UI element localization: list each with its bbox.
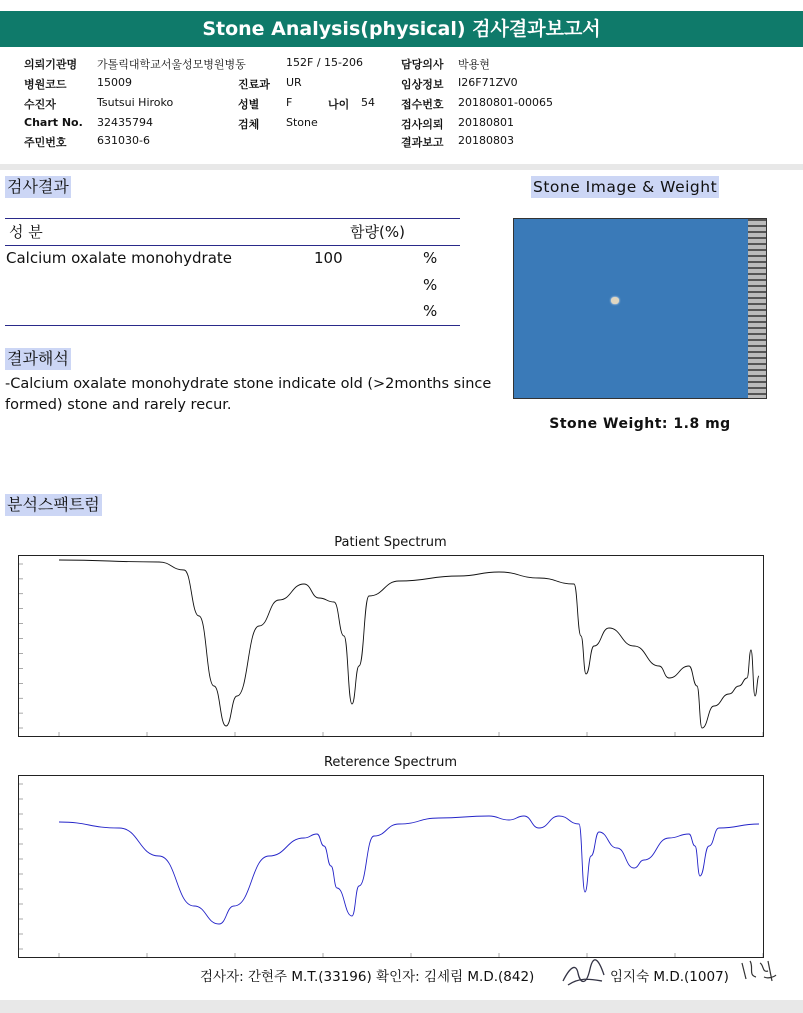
- inspector-text: 검사자: 간현주 M.T.(33196) 확인자: 김세림 M.D.(842): [200, 969, 535, 985]
- info-value: 박용현: [458, 58, 490, 71]
- results-table: [5, 218, 460, 326]
- info-value: 631030-6: [97, 134, 150, 147]
- signature-footer: [200, 965, 790, 985]
- info-value: UR: [286, 76, 302, 89]
- info-value: 15009: [97, 76, 132, 89]
- table-divider: [5, 245, 460, 246]
- stone-heading: Stone Image & Weight: [533, 178, 718, 196]
- info-label: 의뢰기관명: [24, 58, 78, 71]
- interpretation-text: -Calcium oxalate monohydrate stone indicate old (>2months since formed) stone and rarely recur.: [5, 376, 492, 413]
- stone-weight: [513, 416, 767, 432]
- reference-spectrum-chart: [18, 775, 764, 958]
- reference-spectrum-title: Reterence Spectrum: [323, 755, 458, 770]
- stone-specimen: [611, 297, 619, 304]
- stone-image: [513, 218, 767, 399]
- info-value: 54: [361, 96, 375, 109]
- info-label: 임상정보: [401, 78, 444, 91]
- info-label: 성별: [238, 98, 260, 111]
- result-amount: 100: [314, 249, 343, 267]
- patient-info: [0, 52, 803, 164]
- report-title: Stone Analysis(physical) 검사결과보고서: [0, 11, 803, 47]
- confirmer-text: 임지숙 M.D.(1007): [610, 969, 729, 985]
- info-value: 20180801-00065: [458, 96, 553, 109]
- info-value: F: [286, 96, 293, 109]
- info-value: 32435794: [97, 116, 153, 129]
- info-label: 담당의사: [401, 58, 444, 71]
- divider: [0, 164, 803, 170]
- result-unit: %: [423, 276, 438, 294]
- info-label: 병원코드: [24, 78, 67, 91]
- info-label: Chart No.: [24, 116, 83, 129]
- ruler-scale: [748, 219, 766, 398]
- result-unit: %: [423, 249, 438, 267]
- patient-spectrum-chart: [18, 555, 764, 737]
- interpretation-heading: 결과해석: [7, 349, 69, 368]
- result-unit: %: [423, 302, 438, 320]
- patient-spectrum-line: [59, 560, 759, 728]
- info-value: 가톨릭대학교서울성모병원병동: [97, 58, 246, 71]
- result-component: Calcium oxalate monohydrate: [6, 249, 233, 267]
- info-label: 결과보고: [401, 136, 444, 149]
- info-label: 진료과: [238, 78, 270, 91]
- info-value: Tsutsui Hiroko: [97, 96, 174, 109]
- info-value: 20180803: [458, 134, 514, 147]
- column-header-component: 성 분: [9, 223, 43, 241]
- info-label: 검체: [238, 118, 260, 131]
- column-header-content: 함량(%): [350, 223, 405, 241]
- info-value: 20180801: [458, 116, 514, 129]
- patient-spectrum-title: Patient Spectrum: [334, 535, 447, 550]
- info-label: 나이: [328, 98, 350, 111]
- info-label: 주민번호: [24, 136, 67, 149]
- info-value: Stone: [286, 116, 318, 129]
- reference-spectrum-line: [59, 816, 759, 924]
- reference-spectrum-plot: [19, 776, 763, 957]
- signature-icon: [560, 959, 606, 989]
- weight-unit: mg: [705, 416, 731, 432]
- info-label: 검사의뢰: [401, 118, 444, 131]
- info-label: 접수번호: [401, 98, 444, 111]
- weight-label: Stone Weight:: [549, 416, 669, 432]
- patient-spectrum-plot: [19, 556, 763, 736]
- weight-value: 1.8: [673, 416, 700, 432]
- footer-bar: [0, 1000, 803, 1013]
- spectrum-heading: 분석스팩트럼: [7, 495, 100, 514]
- info-value: I26F71ZV0: [458, 76, 518, 89]
- signature-icon: [738, 957, 778, 985]
- results-heading: 검사결과: [7, 177, 69, 196]
- info-label: 수진자: [24, 98, 56, 111]
- info-value: 152F / 15-206: [286, 56, 363, 69]
